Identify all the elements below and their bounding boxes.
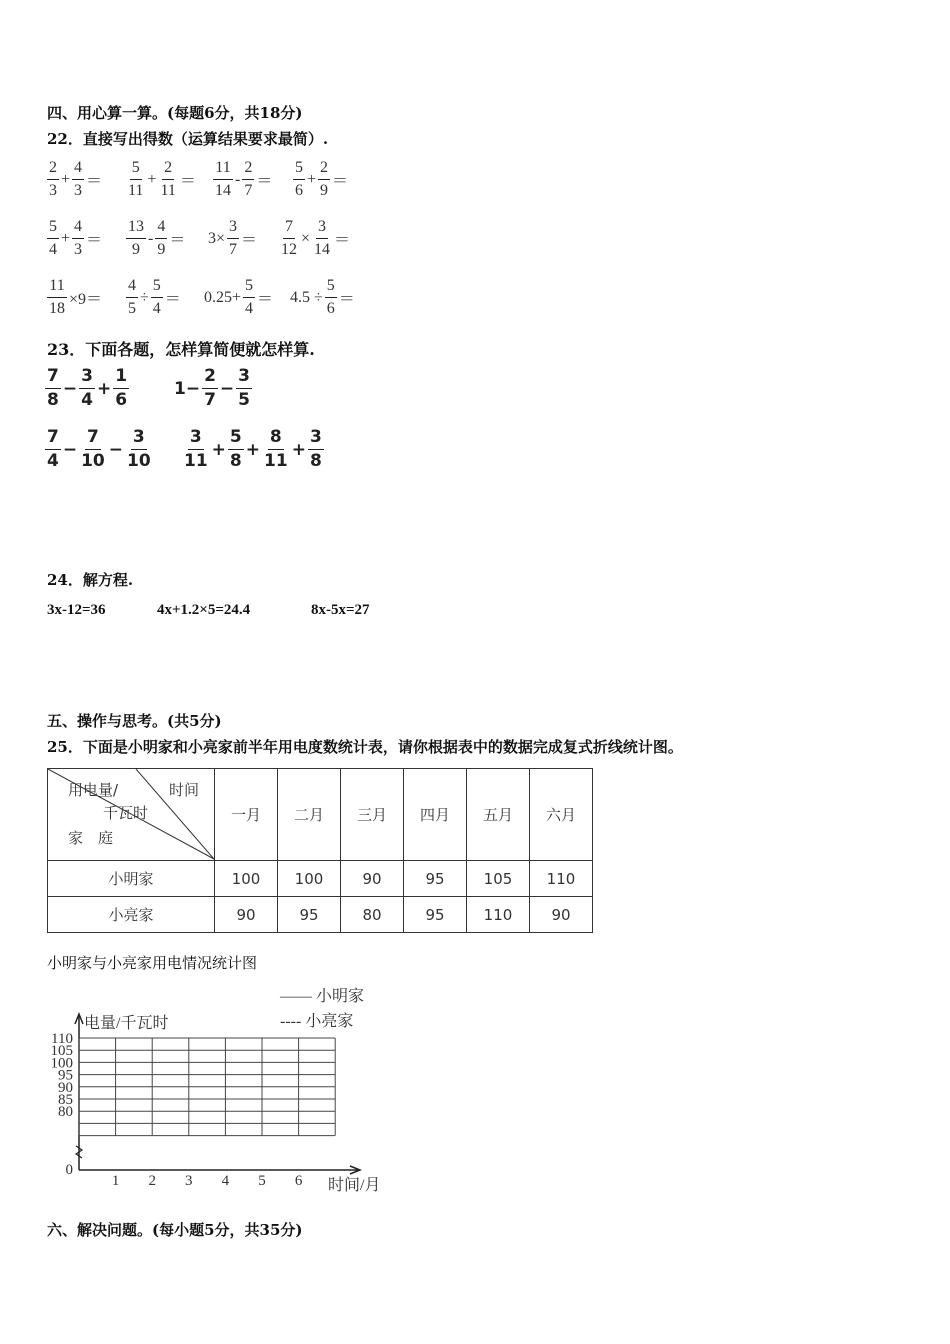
row-name: 小明家 bbox=[48, 861, 215, 897]
prefix: 3× bbox=[208, 229, 226, 247]
x-ticks bbox=[112, 1173, 303, 1189]
x-tick-label: 1 bbox=[111, 1173, 120, 1189]
operator: − bbox=[62, 439, 78, 460]
corner-label-top: 用电量/ bbox=[68, 781, 119, 799]
x-axis-label: 时间/月 bbox=[328, 1177, 381, 1194]
equals: ＝ bbox=[256, 173, 273, 190]
denominator: 9 bbox=[320, 182, 329, 199]
y-tick-label: 90 bbox=[58, 1079, 73, 1096]
x-tick-label: 4 bbox=[221, 1173, 230, 1189]
month-header: 三月 bbox=[341, 769, 404, 861]
denominator: 11 bbox=[264, 451, 288, 471]
numerator: 5 bbox=[325, 278, 337, 298]
numerator: 4 bbox=[72, 219, 84, 239]
operator: × bbox=[301, 229, 311, 247]
corner-cell bbox=[48, 769, 215, 861]
prefix: 4.5 ÷ bbox=[290, 288, 323, 306]
denominator: 5 bbox=[238, 390, 251, 410]
legend-solid: —— 小明家 bbox=[280, 988, 365, 1005]
denominator: 8 bbox=[47, 390, 59, 410]
month-header: 六月 bbox=[530, 769, 593, 861]
numerator: 5 bbox=[151, 278, 163, 298]
equation-1: 3x-12=36 bbox=[47, 602, 106, 618]
numerator: 3 bbox=[316, 219, 328, 239]
operator: + bbox=[211, 439, 226, 460]
numerator: 7 bbox=[45, 368, 61, 389]
operator: + bbox=[291, 439, 306, 460]
operator: + bbox=[307, 170, 317, 188]
numerator: 1 bbox=[113, 368, 129, 389]
denominator: 14 bbox=[314, 241, 331, 258]
equation-3: 8x-5x=27 bbox=[311, 602, 370, 618]
equals: ＝ bbox=[334, 232, 351, 249]
numerator: 4 bbox=[126, 278, 138, 298]
numerator: 4 bbox=[72, 160, 84, 180]
equals: ＝ bbox=[338, 291, 355, 308]
operator: − bbox=[219, 378, 235, 399]
operator: ÷ bbox=[140, 288, 149, 306]
y-axis-label: 电量/千瓦时 bbox=[84, 1015, 169, 1032]
denominator: 8 bbox=[229, 451, 242, 471]
denominator: 14 bbox=[215, 182, 231, 199]
operator: − bbox=[62, 378, 78, 399]
numerator: 2 bbox=[318, 160, 330, 180]
numerator: 5 bbox=[228, 429, 244, 450]
q22-expression bbox=[213, 160, 274, 199]
operator: + bbox=[245, 439, 261, 460]
section5-title: 五、操作与思考。(共5分) bbox=[47, 712, 222, 730]
table-cell: 90 bbox=[341, 861, 404, 897]
prefix: 0.25+ bbox=[204, 288, 242, 306]
numerator: 13 bbox=[126, 219, 146, 239]
section6-title: 六、解决问题。(每小题5分，共35分) bbox=[47, 1221, 303, 1239]
table-cell: 95 bbox=[404, 897, 467, 933]
equals: ＝ bbox=[332, 173, 349, 190]
numerator: 8 bbox=[268, 429, 284, 450]
q25-title: 25．下面是小明家和小亮家前半年用电度数统计表，请你根据表中的数据完成复式折线统计图。 bbox=[47, 738, 683, 756]
numerator: 2 bbox=[202, 368, 218, 389]
table-cell: 110 bbox=[530, 861, 593, 897]
y-tick-label: 100 bbox=[50, 1055, 73, 1072]
denominator: 10 bbox=[81, 451, 105, 471]
denominator: 11 bbox=[128, 182, 144, 199]
table-cell: 95 bbox=[278, 897, 341, 933]
month-header: 五月 bbox=[467, 769, 530, 861]
numerator: 3 bbox=[79, 368, 95, 389]
operator: − bbox=[108, 439, 124, 460]
axis-break-icon bbox=[76, 1146, 82, 1158]
q23-problem bbox=[182, 429, 324, 470]
q22-expression bbox=[47, 278, 104, 317]
numerator: 3 bbox=[188, 429, 204, 450]
denominator: 6 bbox=[115, 390, 128, 410]
operator: + bbox=[61, 170, 71, 188]
electricity-table bbox=[47, 768, 593, 933]
grid bbox=[79, 1038, 335, 1136]
denominator: 8 bbox=[309, 451, 322, 471]
denominator: 6 bbox=[326, 300, 335, 317]
equals: ＝ bbox=[179, 173, 196, 190]
x-tick-label: 6 bbox=[294, 1173, 303, 1189]
y-tick-label: 95 bbox=[58, 1067, 73, 1084]
table-cell: 110 bbox=[467, 897, 530, 933]
row-name: 小亮家 bbox=[48, 897, 215, 933]
operator: - bbox=[235, 170, 241, 188]
corner-label-unit: 千瓦时 bbox=[103, 804, 149, 822]
numerator: 11 bbox=[47, 278, 66, 298]
denominator: 4 bbox=[81, 390, 93, 410]
denominator: 18 bbox=[49, 300, 65, 317]
numerator: 4 bbox=[155, 219, 167, 239]
equals: ＝ bbox=[86, 232, 103, 249]
q23-problem bbox=[45, 368, 129, 409]
numerator: 3 bbox=[227, 219, 239, 239]
table-row bbox=[48, 861, 593, 897]
denominator: 4 bbox=[47, 451, 59, 471]
denominator: 11 bbox=[160, 182, 176, 199]
numerator: 5 bbox=[47, 219, 59, 239]
q22-expression bbox=[293, 160, 350, 199]
denominator: 11 bbox=[184, 451, 208, 471]
q22-expression bbox=[126, 278, 183, 317]
month-header: 二月 bbox=[278, 769, 341, 861]
numerator: 2 bbox=[162, 160, 174, 180]
numerator: 5 bbox=[243, 278, 255, 298]
denominator: 9 bbox=[132, 241, 140, 258]
corner-label-family: 家 庭 bbox=[68, 829, 114, 847]
numerator: 3 bbox=[131, 429, 147, 450]
denominator: 3 bbox=[74, 241, 83, 258]
equals: ＝ bbox=[86, 173, 103, 190]
y-ticks bbox=[51, 1031, 74, 1178]
q22-expression bbox=[288, 278, 357, 317]
denominator: 7 bbox=[244, 182, 253, 199]
numerator: 11 bbox=[213, 160, 232, 180]
numerator: 3 bbox=[308, 429, 324, 450]
numerator: 7 bbox=[85, 429, 101, 450]
x-tick-label: 3 bbox=[185, 1173, 193, 1189]
table-cell: 105 bbox=[467, 861, 530, 897]
denominator: 4 bbox=[152, 300, 161, 317]
y-tick-label: 85 bbox=[58, 1092, 73, 1108]
table-cell: 90 bbox=[530, 897, 593, 933]
x-tick-label: 5 bbox=[258, 1173, 266, 1189]
denominator: 5 bbox=[128, 300, 136, 317]
equation-2: 4x+1.2×5=24.4 bbox=[157, 602, 251, 618]
q22-expression bbox=[202, 278, 275, 317]
operator: + bbox=[147, 170, 157, 188]
denominator: 3 bbox=[49, 182, 57, 199]
y-tick-label: 105 bbox=[50, 1043, 73, 1060]
table-header-row bbox=[48, 769, 593, 861]
numerator: 5 bbox=[130, 160, 142, 180]
denominator: 4 bbox=[245, 300, 254, 317]
q23-problem bbox=[172, 368, 252, 409]
q22-expression bbox=[206, 219, 259, 258]
prefix: 1− bbox=[174, 378, 201, 399]
table-cell: 100 bbox=[215, 861, 278, 897]
table-row bbox=[48, 897, 593, 933]
q23-title: 23．下面各题，怎样算简便就怎样算. bbox=[47, 340, 315, 359]
y-tick-label: 80 bbox=[58, 1104, 73, 1121]
equals: ＝ bbox=[169, 232, 186, 249]
q22-expression bbox=[47, 160, 104, 199]
denominator: 10 bbox=[127, 451, 151, 471]
denominator: 3 bbox=[74, 182, 83, 199]
y-tick-label: 0 bbox=[65, 1162, 73, 1178]
q22-title: 22．直接写出得数（运算结果要求最简）. bbox=[47, 130, 329, 148]
q23-problem bbox=[45, 429, 153, 470]
q22-expression bbox=[126, 219, 187, 258]
table-cell: 100 bbox=[278, 861, 341, 897]
numerator: 2 bbox=[47, 160, 59, 180]
month-header: 四月 bbox=[404, 769, 467, 861]
month-header: 一月 bbox=[215, 769, 278, 861]
q22-expression bbox=[279, 219, 352, 258]
numerator: 7 bbox=[283, 219, 295, 239]
table-cell: 95 bbox=[404, 861, 467, 897]
suffix: ×9＝ bbox=[69, 291, 103, 308]
numerator: 3 bbox=[236, 368, 252, 389]
denominator: 7 bbox=[229, 241, 238, 258]
denominator: 12 bbox=[281, 241, 297, 258]
numerator: 7 bbox=[45, 429, 61, 450]
denominator: 4 bbox=[49, 241, 57, 258]
q22-expression bbox=[126, 160, 198, 199]
equals: ＝ bbox=[164, 291, 181, 308]
numerator: 5 bbox=[293, 160, 305, 180]
equals: ＝ bbox=[257, 291, 274, 308]
table-cell: 90 bbox=[215, 897, 278, 933]
q22-expression bbox=[47, 219, 104, 258]
operator: + bbox=[61, 229, 71, 247]
section4-title: 四、用心算一算。(每题6分，共18分) bbox=[47, 104, 303, 122]
blank-line-chart-grid bbox=[40, 980, 410, 1200]
denominator: 7 bbox=[204, 390, 216, 410]
x-tick-label: 2 bbox=[148, 1173, 156, 1189]
denominator: 6 bbox=[295, 182, 303, 199]
chart-title: 小明家与小亮家用电情况统计图 bbox=[47, 954, 258, 972]
table-cell: 80 bbox=[341, 897, 404, 933]
operator: - bbox=[148, 229, 154, 247]
corner-label-time: 时间 bbox=[169, 781, 200, 799]
q24-title: 24．解方程. bbox=[47, 571, 134, 589]
legend-dashed: ---- 小亮家 bbox=[280, 1013, 354, 1030]
equals: ＝ bbox=[241, 232, 258, 249]
numerator: 2 bbox=[242, 160, 254, 180]
denominator: 9 bbox=[157, 241, 166, 258]
y-tick-label: 110 bbox=[51, 1031, 73, 1047]
operator: + bbox=[96, 378, 112, 399]
